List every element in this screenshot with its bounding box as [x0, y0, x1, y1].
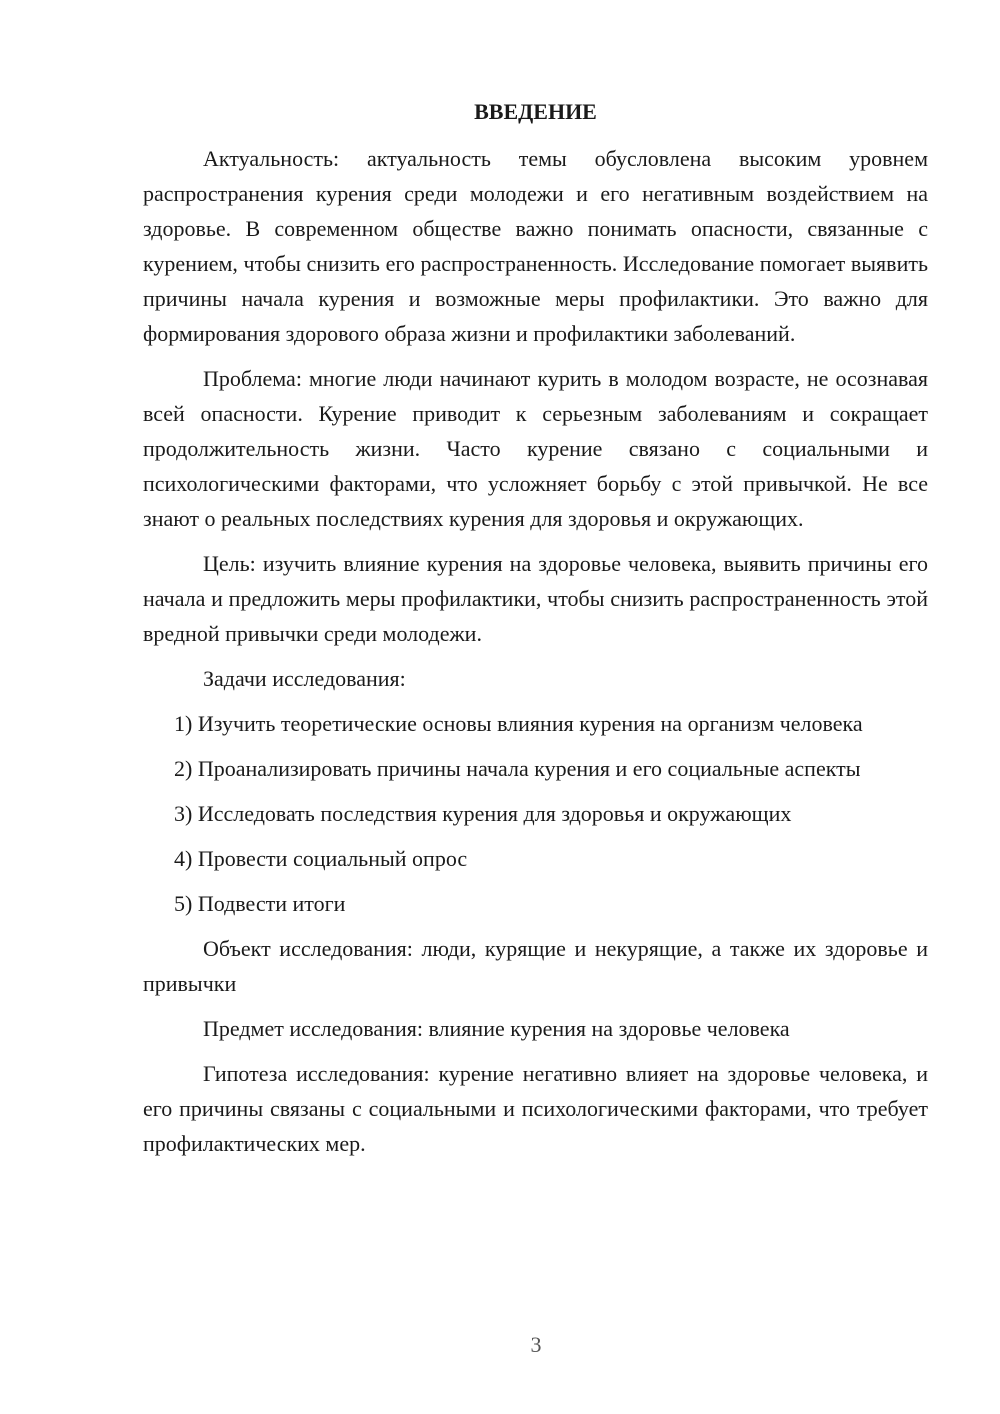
relevance-paragraph: Актуальность: актуальность темы обусловлена высоким уровнем распространения курения среди молодежи и его негативным воздействием на здоровье. В современном обществе важно понимать опасности, связанные с курением, чтобы снизить его распространенность. Исследование помогает выявить причины начала курения и возможные меры профилактики. Это важно для формирования здорового образа жизни и профилактики заболеваний.: [143, 146, 928, 346]
hypothesis-paragraph: Гипотеза исследования: курение негативно влияет на здоровье человека, и его причины связаны с социальными и психологическими факторами, что требует профилактических мер.: [143, 1061, 928, 1156]
task-item: 1) Изучить теоретические основы влияния курения на организм человека: [174, 711, 863, 736]
task-item: 3) Исследовать последствия курения для здоровья и окружающих: [174, 801, 792, 826]
section-title: ВВЕДЕНИЕ: [474, 99, 597, 124]
task-item: 2) Проанализировать причины начала курения и его социальные аспекты: [174, 756, 861, 781]
tasks-heading: Задачи исследования:: [203, 666, 406, 691]
task-item: 4) Провести социальный опрос: [174, 846, 468, 871]
problem-paragraph: Проблема: многие люди начинают курить в молодом возрасте, не осознавая всей опасности. Курение приводит к серьезным заболеваниям и сокращает продолжительность жизни. Часто курение связано с социальными и психологическими факторами, что усложняет борьбу с этой привычкой. Не все знают о реальных последствиях курения для здоровья и окружающих.: [143, 366, 928, 531]
task-item: 5) Подвести итоги: [174, 891, 346, 916]
tasks-list: [143, 706, 928, 921]
page-number: 3: [530, 1332, 542, 1357]
object-paragraph: Объект исследования: люди, курящие и некурящие, а также их здоровье и привычки: [143, 936, 928, 996]
subject-paragraph: Предмет исследования: влияние курения на здоровье человека: [203, 1016, 790, 1041]
goal-paragraph: Цель: изучить влияние курения на здоровье человека, выявить причины его начала и предложить меры профилактики, чтобы снизить распространенность этой вредной привычки среди молодежи.: [143, 551, 928, 646]
document-page: [143, 94, 928, 1171]
